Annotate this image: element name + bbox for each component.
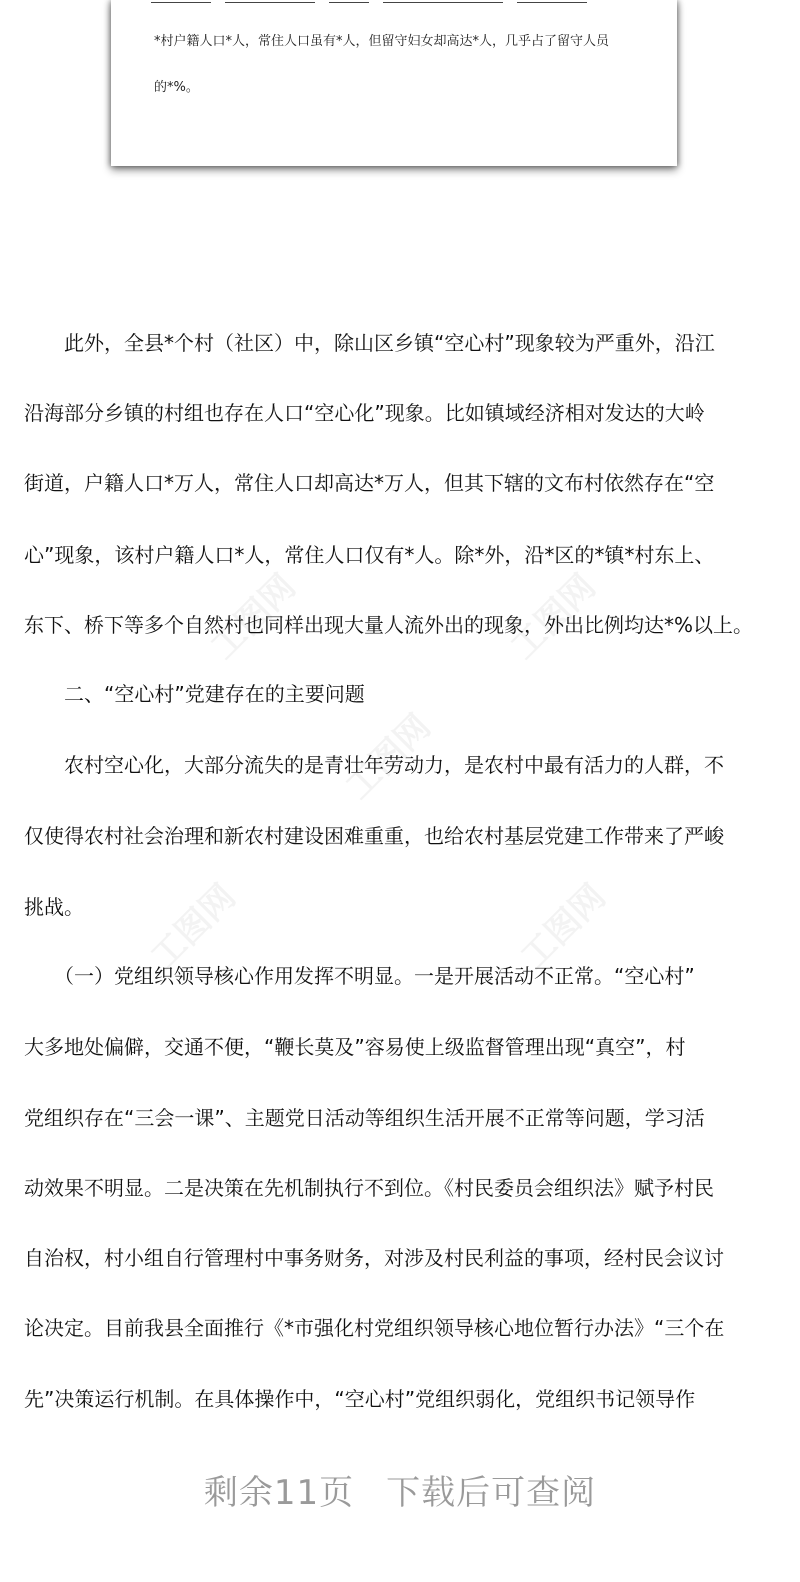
section-heading: 二、“空心村”党建存在的主要问题	[24, 682, 365, 706]
document-preview-card	[111, 0, 677, 166]
body-line: 大多地处偏僻，交通不便，“鞭长莫及”容易使上级监督管理出现“真空”，村	[24, 1035, 686, 1059]
subsection-heading: （一）党组织领导核心作用发挥不明显。一是开展活动不正常。“空心村”	[24, 964, 695, 988]
body-line: 农村空心化，大部分流失的是青壮年劳动力，是农村中最有活力的人群，不	[24, 753, 724, 777]
body-line: 动效果不明显。二是决策在先机制执行不到位。《村民委员会组织法》赋予村民	[24, 1176, 714, 1200]
body-line: 论决定。目前我县全面推行《*市强化村党组织领导核心地位暂行办法》“三个在	[24, 1316, 725, 1340]
body-line: 挑战。	[24, 895, 84, 919]
watermark: 工图网	[143, 876, 244, 978]
download-prompt[interactable]	[0, 1465, 800, 1514]
preview-text-line-1: *村户籍人口*人，常住人口虽有*人，但留守妇女却高达*人，几乎占了留守人员	[154, 34, 610, 49]
body-line: 沿海部分乡镇的村组也存在人口“空心化”现象。比如镇域经济相对发达的大岭	[24, 401, 705, 425]
body-line: 东下、桥下等多个自然村也同样出现大量人流外出的现象，外出比例均达*%以上。	[24, 613, 754, 637]
download-to-view-label[interactable]: 下载后可查阅	[386, 1473, 597, 1513]
watermark: 工图网	[513, 876, 614, 978]
body-line: 自治权，村小组自行管理村中事务财务，对涉及村民利益的事项，经村民会议讨	[24, 1246, 724, 1270]
body-line: 党组织存在“三会一课”、主题党日活动等组织生活开展不正常等问题，学习活	[24, 1106, 705, 1130]
preview-text-line-2: 的*%。	[154, 80, 199, 95]
body-line: 街道，户籍人口*万人，常住人口却高达*万人，但其下辖的文布村依然存在“空	[24, 471, 715, 495]
body-line: 此外，全县*个村（社区）中，除山区乡镇“空心村”现象较为严重外，沿江	[24, 331, 715, 355]
watermark: 工图网	[503, 566, 604, 668]
body-line: 心”现象，该村户籍人口*人，常住人口仅有*人。除*外，沿*区的*镇*村东上、	[24, 543, 715, 567]
body-line: 先”决策运行机制。在具体操作中，“空心村”党组织弱化，党组织书记领导作	[24, 1387, 696, 1411]
cutoff-text-line	[151, 0, 631, 3]
watermark: 工图网	[338, 706, 439, 808]
watermark: 工图网	[203, 566, 304, 668]
remaining-pages-label: 剩余11页	[203, 1473, 355, 1513]
body-line: 仅使得农村社会治理和新农村建设困难重重，也给农村基层党建工作带来了严峻	[24, 824, 724, 848]
